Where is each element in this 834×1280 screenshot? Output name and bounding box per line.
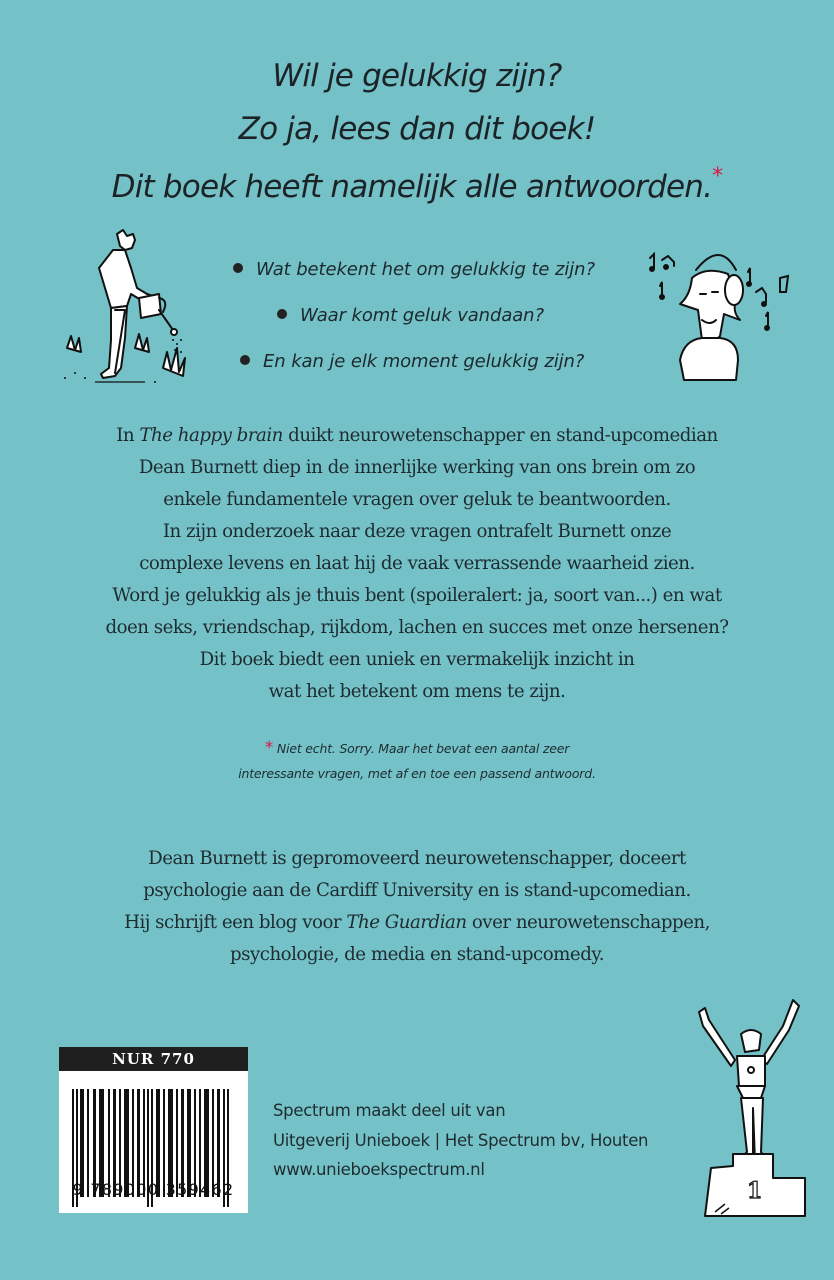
description-line-8: Dit boek biedt een uniek en vermakelijk inzicht in — [199, 649, 635, 670]
author-bio — [0, 843, 834, 971]
bullet-text: En kan je elk moment gelukkig zijn? — [263, 351, 585, 372]
publication-title: The Guardian — [346, 912, 467, 933]
description-line-7: doen seks, vriendschap, rijkdom, lachen en succes met onze hersenen? — [105, 617, 729, 638]
footnote-line-1: * Niet echt. Sorry. Maar het bevat een aantal zeer — [264, 738, 570, 758]
bio-line-4: psychologie, de media en stand-upcomedy. — [230, 944, 604, 965]
bullet-text: Wat betekent het om gelukkig te zijn? — [256, 259, 595, 280]
asterisk-icon: * — [264, 738, 274, 758]
book-description — [0, 420, 834, 708]
description-line-4: In zijn onderzoek naar deze vragen ontrafelt Burnett onze — [162, 521, 672, 542]
headline-line-1: Wil je gelukkig zijn? — [272, 58, 562, 94]
headline-line-3 — [0, 164, 834, 205]
headline-line-2: Zo ja, lees dan dit boek! — [238, 111, 596, 147]
bullet-dot-icon — [233, 263, 243, 273]
bio-line-2: psychologie aan de Cardiff University en is stand-upcomedian. — [143, 880, 691, 901]
publisher-line-2: Uitgeverij Unieboek | Het Spectrum bv, Houten — [273, 1130, 649, 1150]
nur-label: NUR 770 — [59, 1047, 248, 1071]
description-line-1: In The happy brain duikt neurowetenschapper en stand-upcomedian — [116, 425, 718, 446]
bullet-item-2 — [277, 305, 544, 326]
publisher-line-1: Spectrum maakt deel uit van — [273, 1101, 506, 1120]
footnote — [0, 736, 834, 786]
bio-line-3: Hij schrijft een blog voor The Guardian over neurowetenschappen, — [124, 912, 710, 933]
bullet-text: Waar komt geluk vandaan? — [300, 305, 544, 326]
podium-number: 1 — [747, 1178, 763, 1204]
description-line-3: enkele fundamentele vragen over geluk te beantwoorden. — [163, 489, 671, 510]
bio-line-1: Dean Burnett is gepromoveerd neurowetenschapper, doceert — [148, 848, 686, 869]
man-watering-plants-illustration — [55, 228, 200, 388]
bullet-item-1 — [233, 259, 595, 280]
headline-line-3-text: Dit boek heeft namelijk alle antwoorden. — [111, 169, 713, 205]
description-line-5: complexe levens en laat hij de vaak verrassende waarheid zien. — [139, 553, 695, 574]
woman-with-headphones-illustration — [640, 240, 800, 385]
footnote-line-2: interessante vragen, met af en toe een passend antwoord. — [238, 766, 596, 781]
winner-on-podium-illustration — [695, 990, 810, 1225]
bullet-dot-icon — [240, 355, 250, 365]
description-line-9: wat het betekent om mens te zijn. — [268, 681, 566, 702]
publisher-info — [273, 1096, 648, 1185]
asterisk-icon: * — [712, 164, 723, 189]
description-line-6: Word je gelukkig als je thuis bent (spoileralert: ja, soort van...) en wat — [112, 585, 722, 606]
barcode-box — [59, 1047, 248, 1213]
book-title: The happy brain — [139, 425, 283, 446]
bullet-dot-icon — [277, 309, 287, 319]
bullet-item-3 — [240, 351, 584, 372]
publisher-website[interactable]: www.unieboekspectrum.nl — [273, 1160, 485, 1179]
isbn-number: 9 789000 359462 — [72, 1180, 235, 1199]
description-line-2: Dean Burnett diep in de innerlijke werking van ons brein om zo — [138, 457, 696, 478]
